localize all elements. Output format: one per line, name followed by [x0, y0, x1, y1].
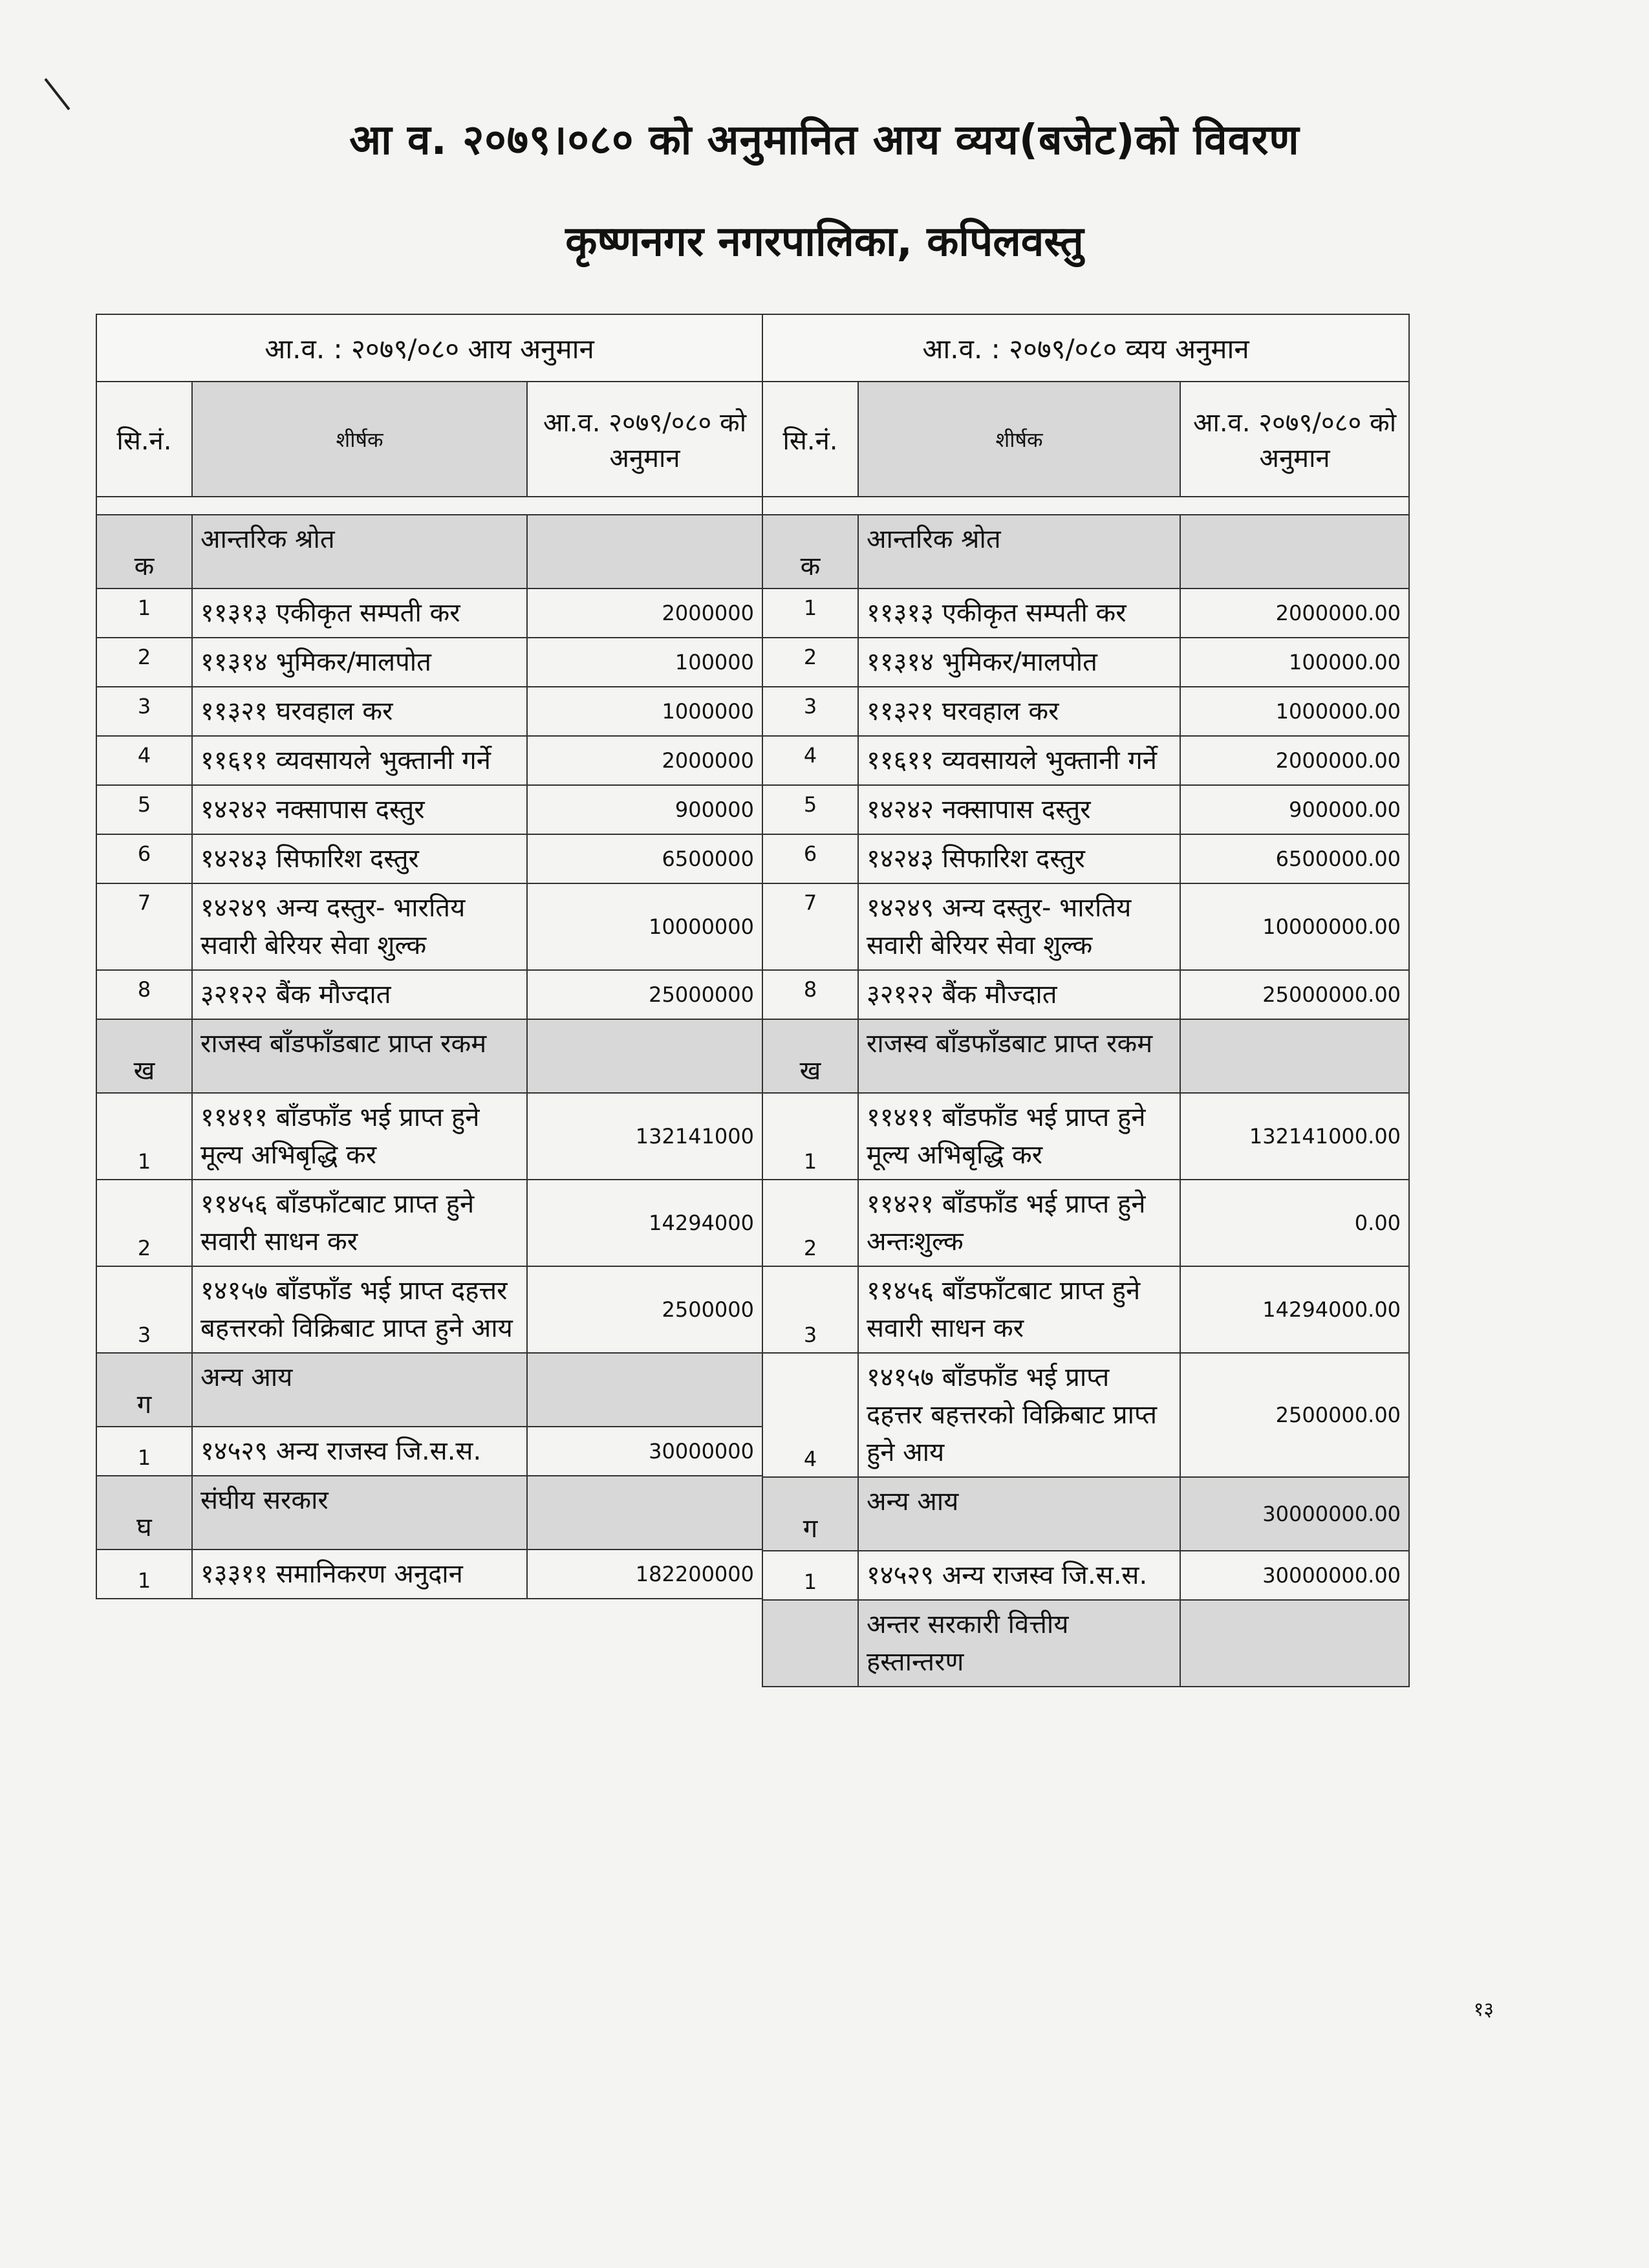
- income-row-title: ३२१२२ बैंक मौज्दात: [192, 970, 527, 1019]
- income-row-sn: 1: [96, 1093, 192, 1180]
- expense-table-row: [762, 1180, 1409, 1266]
- income-row-amount: 25000000: [527, 970, 762, 1019]
- income-row-sn: 4: [96, 736, 192, 785]
- income-gap-cell: [96, 497, 762, 515]
- income-section-amount: [527, 1476, 762, 1550]
- expense-row-amount: 10000000.00: [1180, 883, 1409, 970]
- income-row-title: १४१५७ बाँडफाँड भई प्राप्त दहत्तर बहत्तरको विक्रिबाट प्राप्त हुने आय: [192, 1266, 527, 1353]
- income-row-title: ११३२१ घरवहाल कर: [192, 687, 527, 736]
- income-section-row: [96, 515, 762, 589]
- income-row-title: १४२४९ अन्य दस्तुर- भारतिय सवारी बेरियर सेवा शुल्क: [192, 883, 527, 970]
- expense-body: [762, 497, 1409, 1687]
- income-col-sn: सि.नं.: [96, 382, 192, 497]
- income-table-row: [96, 1180, 762, 1266]
- income-section-amount: [527, 1353, 762, 1427]
- expense-row-title: १४२४२ नक्सापास दस्तुर: [858, 785, 1180, 834]
- income-table-row: [96, 638, 762, 687]
- expense-gap-cell: [762, 497, 1409, 515]
- expense-row-sn: 6: [762, 834, 858, 883]
- income-table-row: [96, 1093, 762, 1180]
- expense-col-title: शीर्षक: [858, 382, 1180, 497]
- expense-section-row: [762, 1019, 1409, 1093]
- income-row-amount: 2500000: [527, 1266, 762, 1353]
- income-row-amount: 182200000: [527, 1550, 762, 1599]
- expense-row-amount: 30000000.00: [1180, 1551, 1409, 1600]
- income-row-title: १४२४२ नक्सापास दस्तुर: [192, 785, 527, 834]
- income-row-amount: 14294000: [527, 1180, 762, 1266]
- expense-row-title: ११६११ व्यवसायले भुक्तानी गर्ने: [858, 736, 1180, 785]
- income-row-amount: 132141000: [527, 1093, 762, 1180]
- expense-table-row: [762, 1266, 1409, 1353]
- expense-row-amount: 0.00: [1180, 1180, 1409, 1266]
- income-row-title: ११४११ बाँडफाँड भई प्राप्त हुने मूल्य अभिबृद्धि कर: [192, 1093, 527, 1180]
- income-body: [96, 497, 762, 1599]
- income-row-sn: 7: [96, 883, 192, 970]
- expense-row-title: ३२१२२ बैंक मौज्दात: [858, 970, 1180, 1019]
- expense-section-code: ग: [762, 1477, 858, 1551]
- income-section-code: क: [96, 515, 192, 589]
- expense-table-row: [762, 1093, 1409, 1180]
- income-section-code: ग: [96, 1353, 192, 1427]
- expense-table-row: [762, 687, 1409, 736]
- income-row-amount: 10000000: [527, 883, 762, 970]
- expense-row-amount: 2000000.00: [1180, 736, 1409, 785]
- expense-row-sn: 4: [762, 1353, 858, 1477]
- expense-row-sn: 2: [762, 1180, 858, 1266]
- income-table: [96, 314, 763, 1599]
- expense-row-amount: 2500000.00: [1180, 1353, 1409, 1477]
- expense-table-row: [762, 970, 1409, 1019]
- expense-table-row: [762, 785, 1409, 834]
- income-table-row: [96, 1266, 762, 1353]
- income-row-amount: 2000000: [527, 736, 762, 785]
- income-section-row: [96, 1476, 762, 1550]
- expense-row-sn: 1: [762, 1551, 858, 1600]
- income-row-amount: 2000000: [527, 589, 762, 638]
- expense-row-amount: 14294000.00: [1180, 1266, 1409, 1353]
- expense-section-code: क: [762, 515, 858, 589]
- income-row-amount: 1000000: [527, 687, 762, 736]
- income-row-amount: 900000: [527, 785, 762, 834]
- expense-row-amount: 100000.00: [1180, 638, 1409, 687]
- income-section-code: ख: [96, 1019, 192, 1093]
- income-table-row: [96, 970, 762, 1019]
- income-row-sn: 2: [96, 638, 192, 687]
- income-row-title: १३३११ समानिकरण अनुदान: [192, 1550, 527, 1599]
- expense-section-title: राजस्व बाँडफाँडबाट प्राप्त रकम: [858, 1019, 1180, 1093]
- income-col-amount: आ.व. २०७९/०८० को अनुमान: [527, 382, 762, 497]
- page-number: १३: [1473, 1998, 1494, 2021]
- expense-section-amount: 30000000.00: [1180, 1477, 1409, 1551]
- income-row-sn: 3: [96, 687, 192, 736]
- expense-row-title: ११४५६ बाँडफाँटबाट प्राप्त हुने सवारी साधन कर: [858, 1266, 1180, 1353]
- income-table-row: [96, 589, 762, 638]
- expense-row-sn: 1: [762, 1093, 858, 1180]
- income-col-title: शीर्षक: [192, 382, 527, 497]
- income-row-title: ११३१३ एकीकृत सम्पती कर: [192, 589, 527, 638]
- expense-row-sn: 1: [762, 589, 858, 638]
- expense-table-row: [762, 834, 1409, 883]
- income-row-amount: 100000: [527, 638, 762, 687]
- expense-col-sn: सि.नं.: [762, 382, 858, 497]
- income-row-title: ११४५६ बाँडफाँटबाट प्राप्त हुने सवारी साधन कर: [192, 1180, 527, 1266]
- expense-row-sn: 4: [762, 736, 858, 785]
- income-row-title: ११३१४ भुमिकर/मालपोत: [192, 638, 527, 687]
- page-scuff-mark: [44, 78, 70, 111]
- page-subtitle: कृष्णनगर नगरपालिका, कपिलवस्तु: [565, 218, 1084, 266]
- expense-row-sn: 3: [762, 687, 858, 736]
- expense-row-title: ११४२१ बाँडफाँड भई प्राप्त हुने अन्तःशुल्क: [858, 1180, 1180, 1266]
- income-banner: आ.व. : २०७९/०८० आय अनुमान: [96, 314, 762, 382]
- income-section-row: [96, 1353, 762, 1427]
- income-section-title: अन्य आय: [192, 1353, 527, 1427]
- expense-row-title: ११३१४ भुमिकर/मालपोत: [858, 638, 1180, 687]
- income-section-title: राजस्व बाँडफाँडबाट प्राप्त रकम: [192, 1019, 527, 1093]
- expense-row-title: ११४११ बाँडफाँड भई प्राप्त हुने मूल्य अभिबृद्धि कर: [858, 1093, 1180, 1180]
- income-row-title: ११६११ व्यवसायले भुक्तानी गर्ने: [192, 736, 527, 785]
- expense-row-sn: 2: [762, 638, 858, 687]
- expense-col-amount: आ.व. २०७९/०८० को अनुमान: [1180, 382, 1409, 497]
- expense-table-row: [762, 736, 1409, 785]
- expense-section-title: आन्तरिक श्रोत: [858, 515, 1180, 589]
- expense-row-title: १४५२९ अन्य राजस्व जि.स.स.: [858, 1551, 1180, 1600]
- income-section-amount: [527, 1019, 762, 1093]
- expense-table-row: [762, 589, 1409, 638]
- expense-section-code: [762, 1600, 858, 1687]
- expense-row-amount: 6500000.00: [1180, 834, 1409, 883]
- expense-row-sn: 3: [762, 1266, 858, 1353]
- expense-section-code: ख: [762, 1019, 858, 1093]
- income-section-row: [96, 1019, 762, 1093]
- income-row-sn: 2: [96, 1180, 192, 1266]
- expense-section-row: [762, 1477, 1409, 1551]
- income-row-amount: 30000000: [527, 1427, 762, 1476]
- income-row-sn: 1: [96, 589, 192, 638]
- income-section-title: संघीय सरकार: [192, 1476, 527, 1550]
- income-table-row: [96, 736, 762, 785]
- income-gap-row: [96, 497, 762, 515]
- income-row-sn: 8: [96, 970, 192, 1019]
- income-table-row: [96, 1427, 762, 1476]
- income-row-sn: 3: [96, 1266, 192, 1353]
- expense-row-sn: 5: [762, 785, 858, 834]
- expense-row-title: ११३२१ घरवहाल कर: [858, 687, 1180, 736]
- expense-row-title: १४२४३ सिफारिश दस्तुर: [858, 834, 1180, 883]
- expense-row-amount: 132141000.00: [1180, 1093, 1409, 1180]
- income-table-row: [96, 834, 762, 883]
- expense-section-amount: [1180, 1019, 1409, 1093]
- income-table-row: [96, 1550, 762, 1599]
- page-title: आ व. २०७९।०८० को अनुमानित आय व्यय(बजेट)को विवरण: [349, 116, 1300, 164]
- expense-table-row: [762, 638, 1409, 687]
- expense-table-row: [762, 883, 1409, 970]
- income-section-amount: [527, 515, 762, 589]
- income-table-row: [96, 883, 762, 970]
- income-row-amount: 6500000: [527, 834, 762, 883]
- expense-row-amount: 900000.00: [1180, 785, 1409, 834]
- expense-row-title: १४१५७ बाँडफाँड भई प्राप्त दहत्तर बहत्तरको विक्रिबाट प्राप्त हुने आय: [858, 1353, 1180, 1477]
- expense-section-title: अन्य आय: [858, 1477, 1180, 1551]
- income-row-sn: 1: [96, 1550, 192, 1599]
- expense-section-row: [762, 515, 1409, 589]
- expense-row-title: ११३१३ एकीकृत सम्पती कर: [858, 589, 1180, 638]
- expense-table-row: [762, 1551, 1409, 1600]
- income-section-code: घ: [96, 1476, 192, 1550]
- expense-row-amount: 2000000.00: [1180, 589, 1409, 638]
- title-block: [0, 110, 1649, 268]
- expense-section-amount: [1180, 515, 1409, 589]
- income-row-sn: 5: [96, 785, 192, 834]
- expense-gap-row: [762, 497, 1409, 515]
- income-row-title: १४५२९ अन्य राजस्व जि.स.स.: [192, 1427, 527, 1476]
- income-table-row: [96, 687, 762, 736]
- expense-section-title: अन्तर सरकारी वित्तीय हस्तान्तरण: [858, 1600, 1180, 1687]
- income-table-row: [96, 785, 762, 834]
- expense-section-row: [762, 1600, 1409, 1687]
- expense-table: [762, 314, 1410, 1687]
- income-row-sn: 6: [96, 834, 192, 883]
- expense-row-sn: 7: [762, 883, 858, 970]
- expense-row-sn: 8: [762, 970, 858, 1019]
- income-row-title: १४२४३ सिफारिश दस्तुर: [192, 834, 527, 883]
- expense-table-row: [762, 1353, 1409, 1477]
- expense-row-amount: 25000000.00: [1180, 970, 1409, 1019]
- expense-row-amount: 1000000.00: [1180, 687, 1409, 736]
- income-section-title: आन्तरिक श्रोत: [192, 515, 527, 589]
- income-row-sn: 1: [96, 1427, 192, 1476]
- expense-banner: आ.व. : २०७९/०८० व्यय अनुमान: [762, 314, 1409, 382]
- expense-section-amount: [1180, 1600, 1409, 1687]
- expense-row-title: १४२४९ अन्य दस्तुर- भारतिय सवारी बेरियर सेवा शुल्क: [858, 883, 1180, 970]
